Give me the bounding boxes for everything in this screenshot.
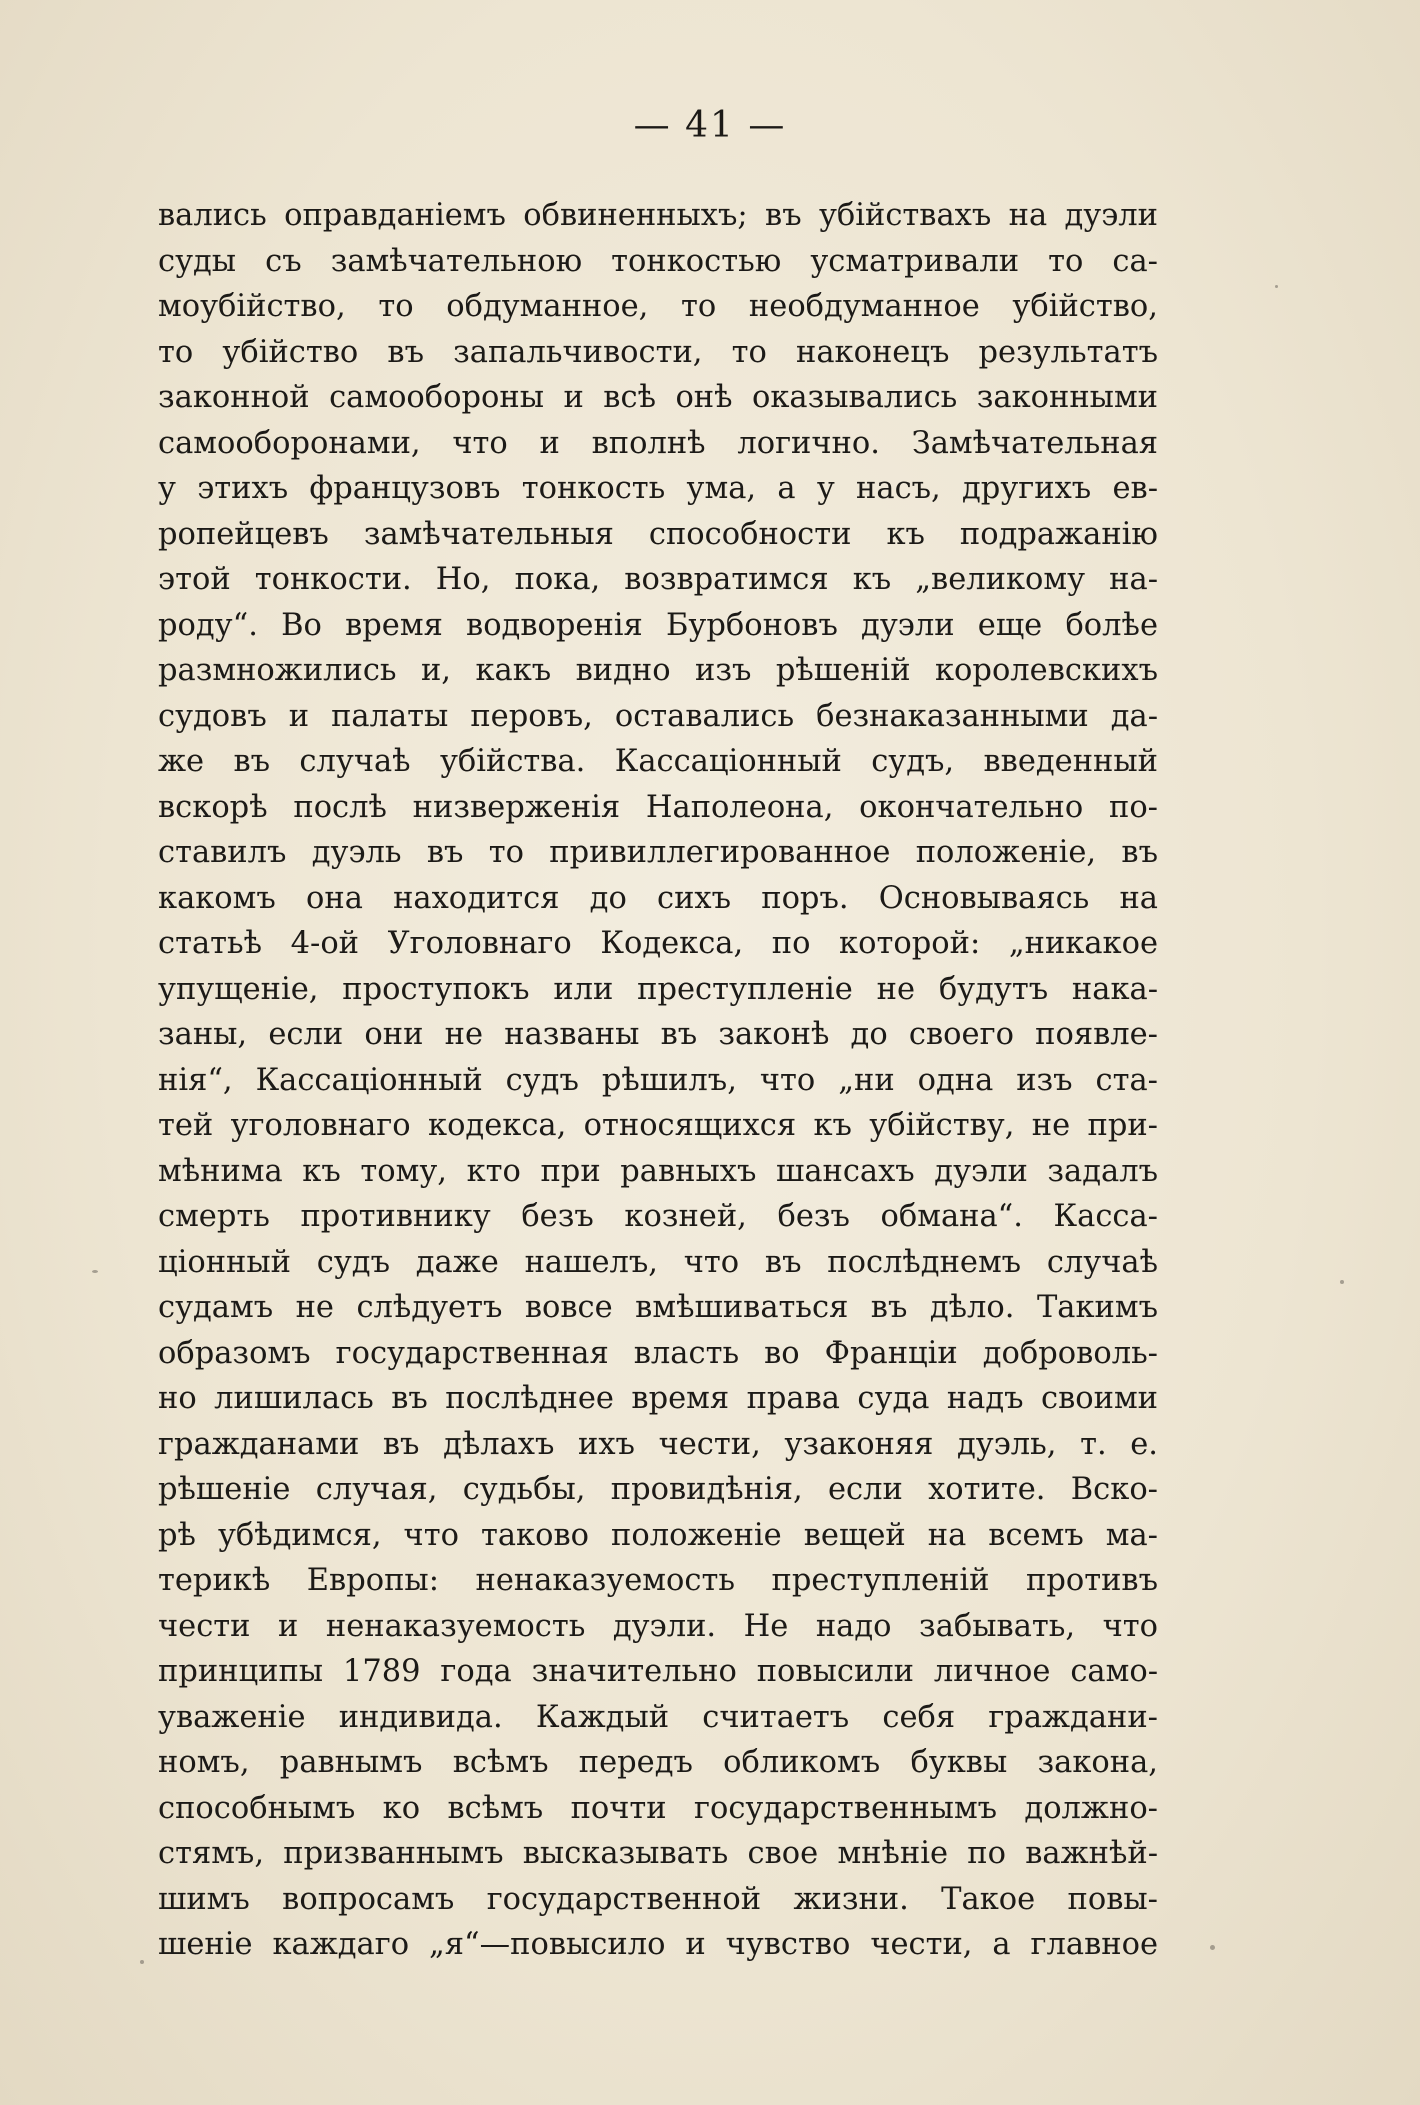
text-line: заны, если они не названы въ законѣ до своего появле-	[158, 1017, 1158, 1052]
text-line: рѣшеніе случая, судьбы, провидѣнія, если хотите. Вско-	[158, 1472, 1158, 1507]
page-number: — 41 —	[633, 105, 787, 146]
text-line: чести и ненаказуемость дуэли. Не надо забывать, что	[158, 1608, 1158, 1644]
text-line: же въ случаѣ убійства. Кассаціонный судъ, введенный	[158, 744, 1158, 779]
text-line: образомъ государственная власть во Франціи доброволь-	[158, 1335, 1158, 1371]
paper-speck	[1275, 285, 1278, 288]
text-line: вались оправданіемъ обвиненныхъ; въ убійствахъ на дуэли	[158, 198, 1158, 233]
text-line: способнымъ ко всѣмъ почти государственнымъ должно-	[158, 1790, 1158, 1826]
text-line: суды съ замѣчательною тонкостью усматривали то са-	[158, 243, 1158, 279]
text-line: то убійство въ запальчивости, то наконецъ результатъ	[158, 334, 1158, 370]
text-line: принципы 1789 года значительно повысили личное само-	[158, 1654, 1158, 1689]
text-line: упущеніе, проступокъ или преступленіе не будутъ нака-	[158, 971, 1158, 1007]
text-line: тей уголовнаго кодекса, относящихся къ убійству, не при-	[158, 1108, 1158, 1143]
text-line: моубійство, то обдуманное, то необдуманное убійство,	[158, 289, 1158, 324]
text-line: но лишилась въ послѣднее время права суда надъ своими	[158, 1381, 1158, 1416]
text-line: судовъ и палаты перовъ, оставались безнаказанными да-	[158, 698, 1158, 734]
paper-speck	[1210, 1945, 1215, 1950]
text-line: самооборонами, что и вполнѣ логично. Замѣчательная	[158, 425, 1158, 461]
text-line: шеніе каждаго „я“—повысило и чувство чести, а главное	[158, 1927, 1158, 1962]
paper-speck	[1340, 1280, 1344, 1284]
paper-speck	[140, 1960, 144, 1964]
text-line: рѣ убѣдимся, что таково положеніе вещей на всемъ ма-	[158, 1517, 1158, 1553]
text-line: ціонный судъ даже нашелъ, что въ послѣднемъ случаѣ	[158, 1244, 1158, 1280]
text-line: какомъ она находится до сихъ поръ. Основываясь на	[158, 880, 1158, 916]
text-line: статьѣ 4-ой Уголовнаго Кодекса, по которой: „никакое	[158, 926, 1158, 961]
text-line: ставилъ дуэль въ то привиллегированное положеніе, въ	[158, 835, 1158, 870]
text-line: ропейцевъ замѣчательныя способности къ подражанію	[158, 516, 1158, 552]
text-line: у этихъ французовъ тонкость ума, а у насъ, другихъ ев-	[158, 471, 1158, 506]
body-text	[158, 193, 1158, 1968]
text-line: мѣнима къ тому, кто при равныхъ шансахъ дуэли задалъ	[158, 1153, 1158, 1189]
text-line: роду“. Во время водворенія Бурбоновъ дуэли еще болѣе	[158, 607, 1158, 643]
text-line: номъ, равнымъ всѣмъ передъ обликомъ буквы закона,	[158, 1745, 1158, 1780]
text-line: судамъ не слѣдуетъ вовсе вмѣшиваться въ дѣло. Такимъ	[158, 1290, 1158, 1325]
text-line: нія“, Кассаціонный судъ рѣшилъ, что „ни одна изъ ста-	[158, 1062, 1158, 1098]
text-line: шимъ вопросамъ государственной жизни. Такое повы-	[158, 1881, 1158, 1917]
text-line: терикѣ Европы: ненаказуемость преступленій противъ	[158, 1563, 1158, 1598]
text-line: законной самообороны и всѣ онѣ оказывались законными	[158, 380, 1158, 415]
text-line: уваженіе индивида. Каждый считаетъ себя граждани-	[158, 1699, 1158, 1735]
text-line: гражданами въ дѣлахъ ихъ чести, узаконяя дуэль, т. е.	[158, 1426, 1158, 1462]
text-line: размножились и, какъ видно изъ рѣшеній королевскихъ	[158, 653, 1158, 688]
text-line: смерть противнику безъ козней, безъ обмана“. Касса-	[158, 1199, 1158, 1234]
text-line: вскорѣ послѣ низверженія Наполеона, окончательно по-	[158, 789, 1158, 825]
paper-speck	[92, 1270, 98, 1273]
text-line: этой тонкости. Но, пока, возвратимся къ „великому на-	[158, 562, 1158, 597]
text-line: стямъ, призваннымъ высказывать свое мнѣніе по важнѣй-	[158, 1836, 1158, 1871]
